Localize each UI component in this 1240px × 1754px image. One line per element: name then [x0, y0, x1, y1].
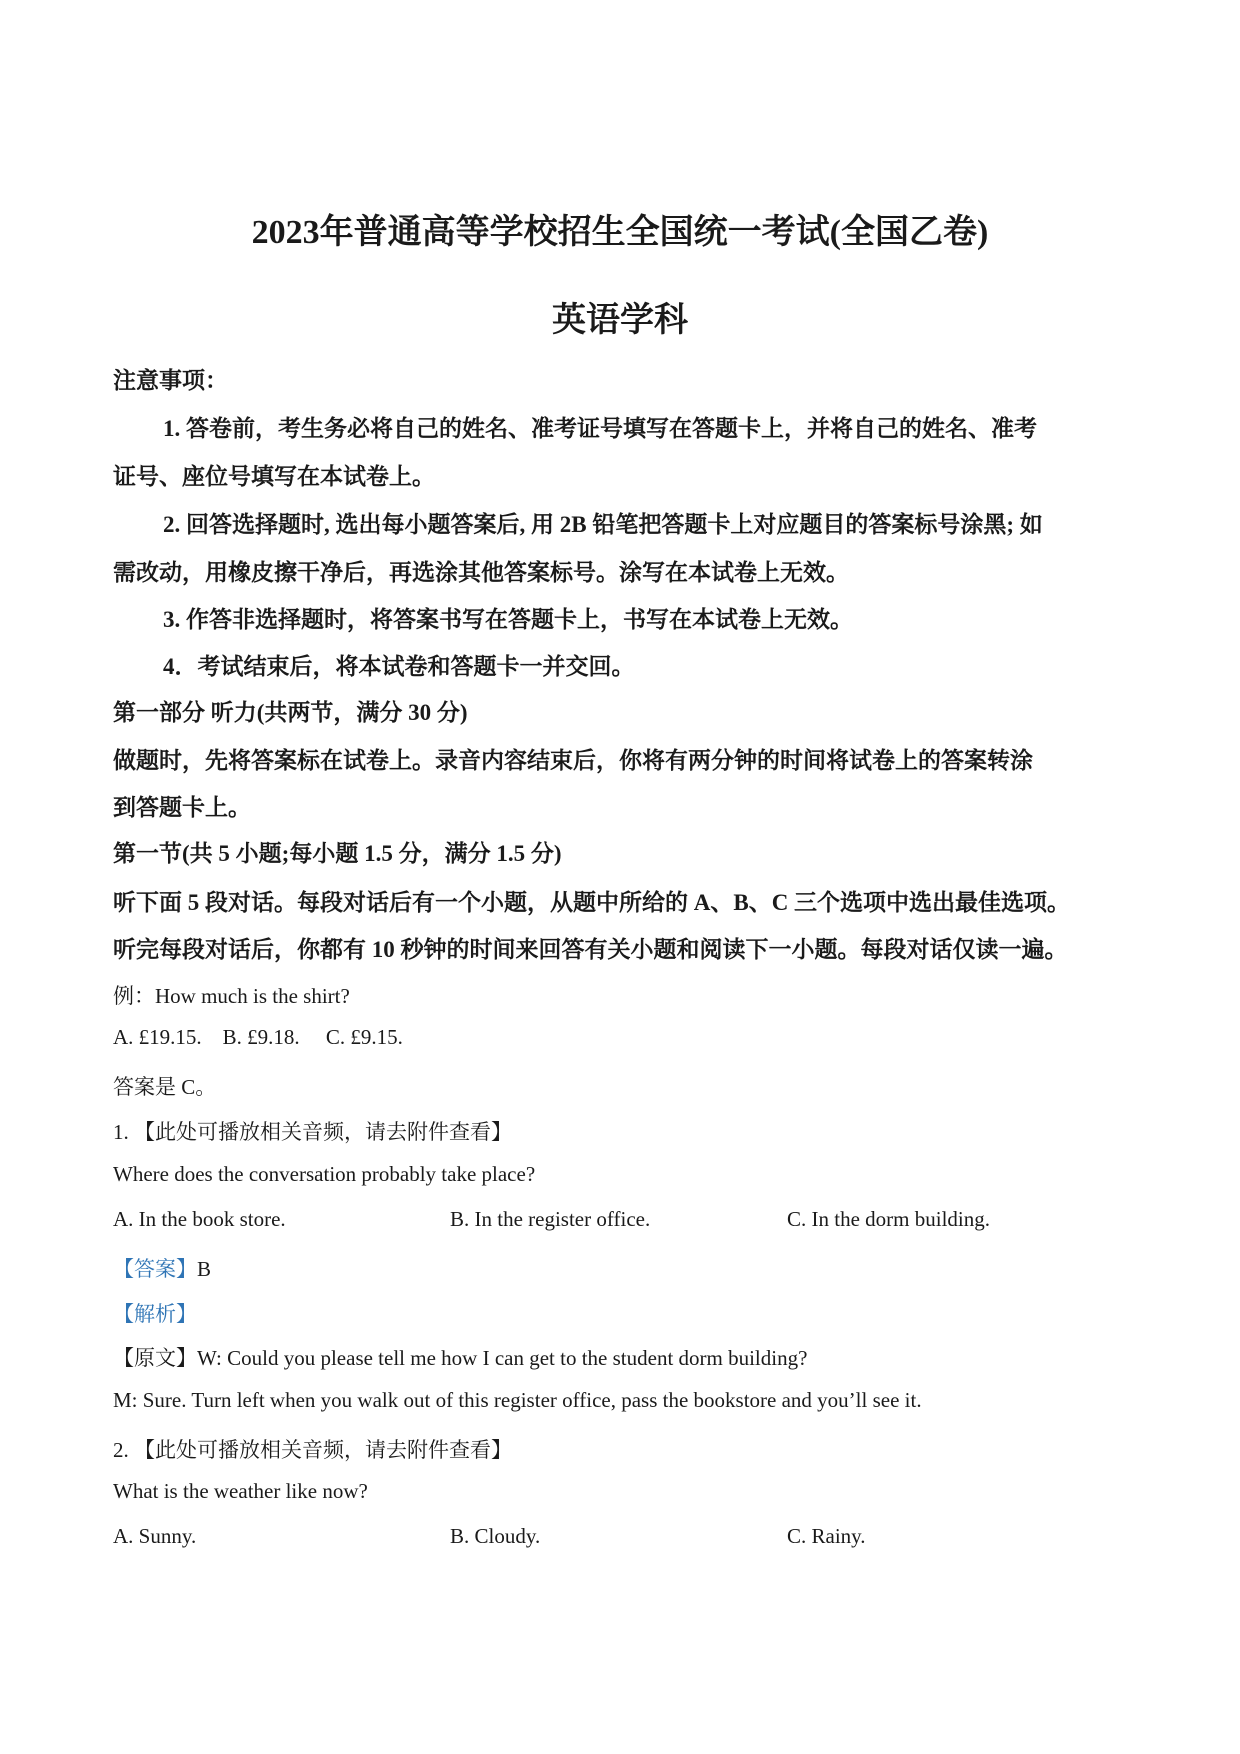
part1-heading: 第一部分 听力(共两节，满分 30 分)	[113, 700, 468, 725]
example-question: 例：How much is the shirt?	[113, 984, 350, 1008]
q1-transcript-tag: 【原文】	[113, 1346, 197, 1370]
notice-heading: 注意事项：	[113, 368, 228, 393]
q2-option-a: A. Sunny.	[113, 1524, 197, 1548]
notice-item-1-line-2: 证号、座位号填写在本试卷上。	[113, 464, 435, 489]
section1-instruction-line-2: 听完每段对话后，你都有 10 秒钟的时间来回答有关小题和阅读下一小题。每段对话仅读一遍。	[113, 937, 1068, 962]
notice-item-2-line-1: 2. 回答选择题时, 选出每小题答案后, 用 2B 铅笔把答题卡上对应题目的答案标号涂黑; 如	[163, 512, 1043, 537]
example-answer: 答案是 C。	[113, 1075, 217, 1099]
q1-answer	[113, 1253, 211, 1283]
q2-question: What is the weather like now?	[113, 1479, 368, 1503]
example-options: A. £19.15. B. £9.18. C. £9.15.	[113, 1025, 403, 1049]
q1-option-c: C. In the dorm building.	[787, 1207, 990, 1231]
q1-transcript	[113, 1342, 807, 1372]
q2-option-c: C. Rainy.	[787, 1524, 866, 1548]
q2-option-b: B. Cloudy.	[450, 1524, 541, 1548]
q1-transcript-w: W: Could you please tell me how I can get to the student dorm building?	[197, 1346, 808, 1370]
q1-answer-value: B	[197, 1257, 212, 1281]
notice-item-4: 4．考试结束后，将本试卷和答题卡一并交回。	[163, 654, 635, 679]
q1-option-a: A. In the book store.	[113, 1207, 286, 1231]
q2-audio-placeholder: 2. 【此处可播放相关音频，请去附件查看】	[113, 1438, 512, 1462]
q1-option-b: B. In the register office.	[450, 1207, 651, 1231]
part1-instruction-line-2: 到答题卡上。	[113, 795, 251, 820]
part1-instruction-line-1: 做题时，先将答案标在试卷上。录音内容结束后，你将有两分钟的时间将试卷上的答案转涂	[113, 748, 1033, 773]
q1-answer-tag: 【答案】	[113, 1257, 197, 1281]
q1-transcript-m: M: Sure. Turn left when you walk out of this register office, pass the bookstore and you’ll see it.	[113, 1388, 922, 1412]
notice-item-3: 3. 作答非选择题时，将答案书写在答题卡上，书写在本试卷上无效。	[163, 607, 853, 632]
section1-heading: 第一节(共 5 小题;每小题 1.5 分，满分 1.5 分)	[113, 841, 562, 866]
q1-analysis-tag: 【解析】	[113, 1302, 197, 1326]
q1-question: Where does the conversation probably take place?	[113, 1162, 536, 1186]
exam-title: 2023年普通高等学校招生全国统一考试(全国乙卷)	[251, 214, 989, 251]
section1-instruction-line-1: 听下面 5 段对话。每段对话后有一个小题，从题中所给的 A、B、C 三个选项中选出最佳选项。	[113, 890, 1071, 915]
q1-audio-placeholder: 1. 【此处可播放相关音频，请去附件查看】	[113, 1120, 512, 1144]
notice-item-2-line-2: 需改动，用橡皮擦干净后，再选涂其他答案标号。涂写在本试卷上无效。	[113, 560, 849, 585]
notice-item-1-line-1: 1. 答卷前，考生务必将自己的姓名、准考证号填写在答题卡上，并将自己的姓名、准考	[163, 416, 1037, 441]
subject-title: 英语学科	[552, 302, 688, 339]
